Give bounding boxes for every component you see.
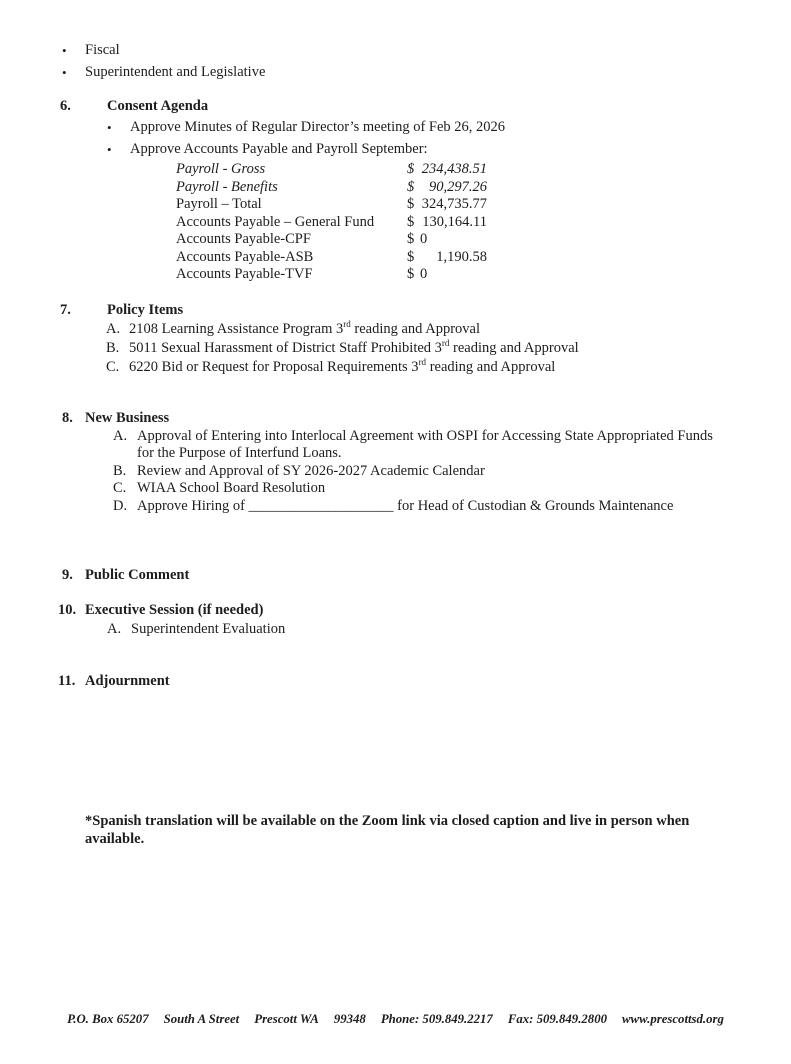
section-adjournment-heading <box>58 672 791 691</box>
new-business-item <box>113 480 733 498</box>
item-letter: D. <box>113 497 128 514</box>
payroll-table <box>176 161 791 284</box>
item-text <box>129 339 579 358</box>
list-item-label: Approve Accounts Payable and Payroll September: <box>130 141 428 157</box>
section-title: Public Comment <box>85 567 190 583</box>
list-item <box>62 40 791 62</box>
item-letter: A. <box>106 320 121 337</box>
footer-zip: 99348 <box>333 1012 366 1026</box>
policy-item <box>106 358 791 377</box>
item-letter: B. <box>113 462 127 479</box>
executive-session-item <box>107 620 791 638</box>
section-number: 8. <box>62 409 73 426</box>
section-title: Policy Items <box>107 301 184 318</box>
consent-bullet-minutes <box>107 117 791 139</box>
payroll-label: Accounts Payable-TVF <box>176 266 313 282</box>
footer-city-state: Prescott WA <box>254 1012 319 1026</box>
agenda-page <box>0 40 791 1064</box>
payroll-amount: 0 <box>420 231 428 247</box>
currency-symbol: $ <box>407 161 415 177</box>
section-new-business-heading <box>62 409 791 428</box>
bullet-icon <box>62 40 85 62</box>
payroll-amount: 130,164.11 <box>422 213 487 230</box>
item-text-post: reading and Approval <box>350 320 481 337</box>
section-consent-agenda-heading <box>60 97 791 116</box>
consent-bullet-list <box>107 117 791 161</box>
payroll-label: Accounts Payable-CPF <box>176 231 311 247</box>
payroll-row <box>176 196 791 214</box>
ordinal-superscript: rd <box>441 337 450 348</box>
new-business-item <box>113 428 733 463</box>
payroll-row <box>176 266 791 284</box>
payroll-amount: 1,190.58 <box>436 248 487 265</box>
currency-symbol: $ <box>407 231 415 247</box>
section-title: New Business <box>85 409 170 426</box>
section-public-comment-heading <box>62 566 791 585</box>
bullet-icon <box>62 62 85 84</box>
payroll-label: Payroll - Gross <box>176 161 266 177</box>
section-number: 10. <box>58 602 77 618</box>
item-text: WIAA School Board Resolution <box>137 480 326 496</box>
payroll-amount: 0 <box>420 266 428 282</box>
payroll-row <box>176 179 791 197</box>
item-text <box>129 358 555 377</box>
section-title: Adjournment <box>85 673 170 689</box>
executive-session-item-list <box>107 620 791 638</box>
list-item <box>62 62 791 84</box>
item-text-post: reading and Approval <box>449 339 579 356</box>
bullet-icon <box>107 117 130 139</box>
footer-po-box: P.O. Box 65207 <box>67 1012 149 1026</box>
item-letter: A. <box>107 621 122 637</box>
ordinal-superscript: rd <box>343 318 351 329</box>
item-text-pre: 2108 Learning Assistance Program 3 <box>129 320 344 337</box>
page-footer <box>0 1011 791 1027</box>
payroll-row <box>176 214 791 232</box>
section-number: 11. <box>58 673 76 689</box>
payroll-label: Accounts Payable – General Fund <box>176 213 375 230</box>
payroll-row <box>176 249 791 267</box>
spanish-translation-note: *Spanish translation will be available on the Zoom link via closed caption and live in person when available. <box>85 813 690 847</box>
payroll-label: Payroll - Benefits <box>176 178 278 195</box>
section-number: 6. <box>60 98 71 114</box>
policy-item-list <box>106 320 791 377</box>
currency-symbol: $ <box>407 178 415 195</box>
new-business-item <box>113 463 733 481</box>
policy-item <box>106 339 791 358</box>
new-business-item <box>113 498 733 516</box>
currency-symbol: $ <box>407 213 415 230</box>
currency-symbol: $ <box>407 248 415 265</box>
section-number: 9. <box>62 567 73 583</box>
item-text <box>129 320 480 339</box>
footer-fax: Fax: 509.849.2800 <box>507 1012 607 1026</box>
item-text: Review and Approval of SY 2026-2027 Academic Calendar <box>137 462 485 479</box>
item-text: Approval of Entering into Interlocal Agreement with OSPI for Accessing State Appropriated Funds for the Purpose of Interfund Loans. <box>137 427 713 461</box>
section-title: Consent Agenda <box>107 98 209 114</box>
payroll-label: Accounts Payable-ASB <box>176 248 314 265</box>
list-item-label: Superintendent and Legislative <box>85 64 266 80</box>
payroll-row <box>176 231 791 249</box>
item-text: Superintendent Evaluation <box>131 621 286 637</box>
item-text: Approve Hiring of ____________________ for Head of Custodian & Grounds Maintenance <box>137 497 674 514</box>
section-number: 7. <box>60 301 71 318</box>
item-letter: A. <box>113 427 128 444</box>
currency-symbol: $ <box>407 196 415 212</box>
list-item-label: Fiscal <box>85 42 120 58</box>
item-text-post: reading and Approval <box>426 358 556 375</box>
footer-phone: Phone: 509.849.2217 <box>380 1012 493 1026</box>
policy-item <box>106 320 791 339</box>
payroll-label: Payroll – Total <box>176 196 262 212</box>
ordinal-superscript: rd <box>418 356 427 367</box>
payroll-amount: 90,297.26 <box>429 178 487 195</box>
item-text-pre: 6220 Bid or Request for Proposal Requirements 3 <box>129 358 419 375</box>
item-letter: B. <box>106 339 120 356</box>
section-title: Executive Session (if needed) <box>85 602 264 618</box>
continued-bullet-list <box>62 40 791 84</box>
payroll-amount: 234,438.51 <box>421 161 487 177</box>
section-policy-items-heading <box>60 301 791 320</box>
section-executive-session-heading <box>58 601 791 620</box>
item-letter: C. <box>106 358 120 375</box>
item-text-pre: 5011 Sexual Harassment of District Staff Prohibited 3 <box>129 339 442 356</box>
footer-street: South A Street <box>163 1012 240 1026</box>
item-letter: C. <box>113 480 127 496</box>
consent-bullet-payables <box>107 139 791 161</box>
list-item-label: Approve Minutes of Regular Director’s meeting of Feb 26, 2026 <box>130 119 506 135</box>
payroll-amount: 324,735.77 <box>421 196 487 212</box>
payroll-row <box>176 161 791 179</box>
new-business-item-list <box>113 428 733 516</box>
bullet-icon <box>107 139 130 161</box>
footer-website: www.prescottsd.org <box>622 1012 724 1026</box>
currency-symbol: $ <box>407 266 415 282</box>
